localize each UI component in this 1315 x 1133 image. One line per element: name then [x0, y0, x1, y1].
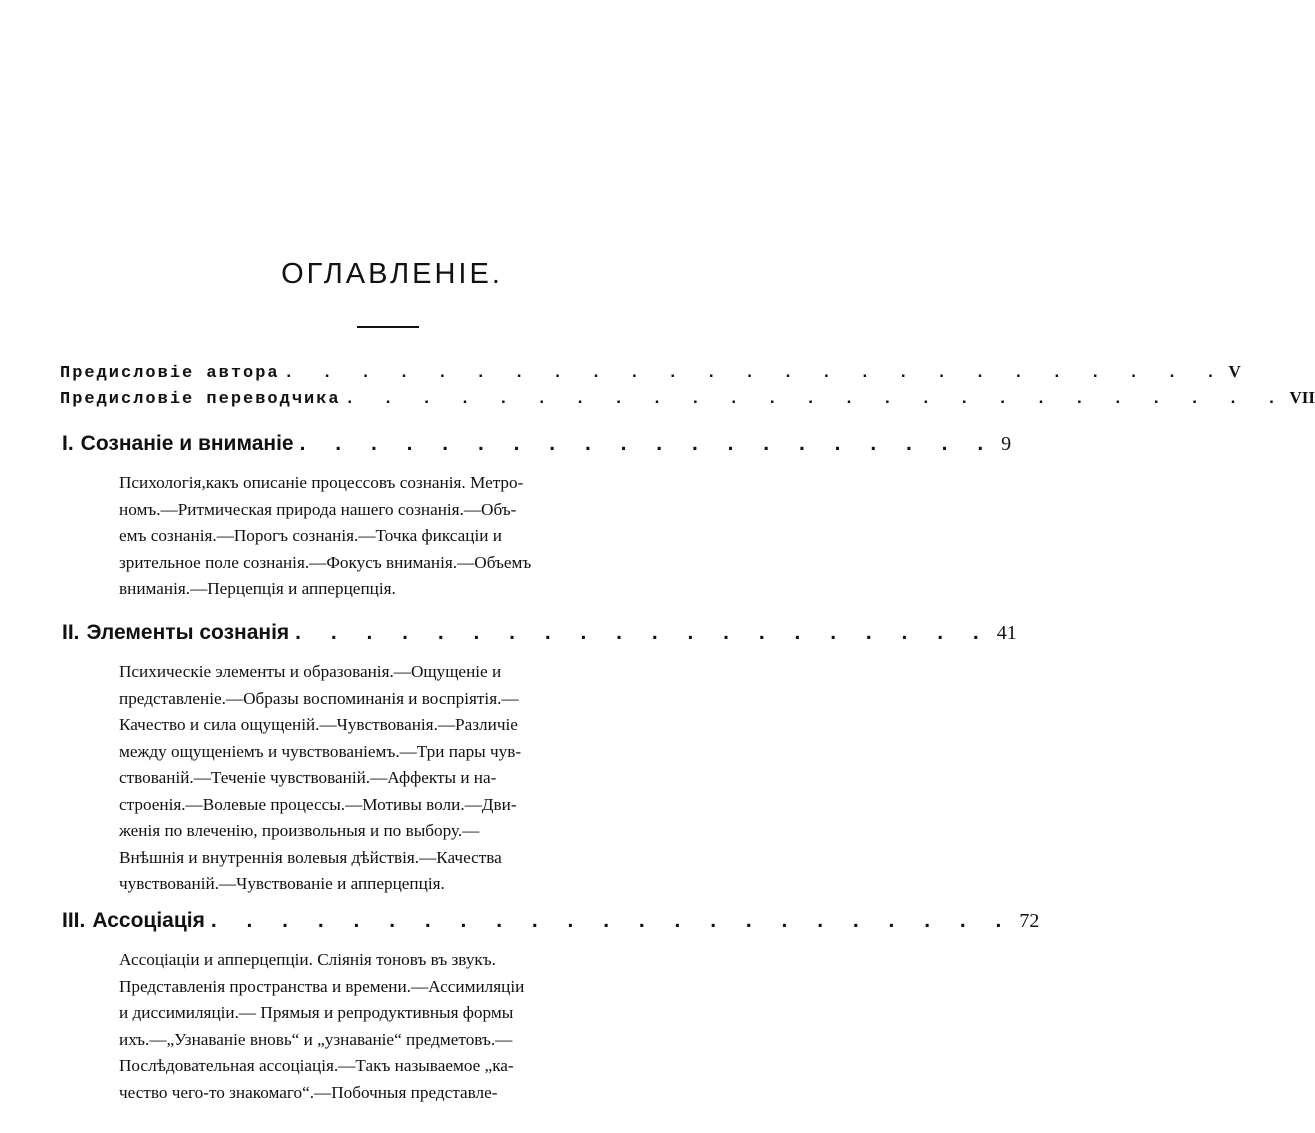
summary-line: чество чего-то знакомаго“.—Побочныя представле-: [119, 1082, 498, 1102]
summary-line: Послѣдовательная ассоціація.—Такъ называемое „ка-: [119, 1056, 514, 1075]
summary-line: Психическіе элементы и образованія.—Ощущеніе и: [119, 662, 502, 681]
page-number: 41: [996, 622, 1017, 644]
title-divider: [357, 326, 419, 328]
preface-label: Предисловіе автора: [60, 364, 280, 383]
dot-leader: . . . . . . . . . . . . . . . . . . . . . . . . .: [283, 364, 1225, 383]
summary-line: представленіе.—Образы воспоминанія и воспріятія.—: [119, 688, 519, 708]
summary-line: и диссимиляціи.— Прямыя и репродуктивныя формы: [119, 1003, 514, 1022]
chapter-summary-2: [119, 659, 665, 898]
chapter-heading-3: [62, 909, 1040, 933]
chapter-summary-1: [119, 470, 665, 603]
chapter-heading-2: [62, 621, 1017, 645]
chapter-number: II.: [62, 621, 80, 644]
summary-line: женія по влеченію, произвольныя и по выбору.—: [119, 821, 480, 840]
dot-leader: . . . . . . . . . . . . . . . . . . . .: [299, 432, 996, 455]
chapter-title: Элементы сознанія: [86, 621, 290, 644]
dot-leader: . . . . . . . . . . . . . . . . . . . . . . . . .: [344, 390, 1286, 409]
summary-line: между ощущеніемъ и чувствованіемъ.—Три пары чув-: [119, 741, 522, 761]
chapter-title: Ассоціація: [92, 909, 205, 932]
summary-line: Ассоціаціи и апперцепціи. Сліянія тоновъ въ звукъ.: [119, 950, 496, 969]
preface-row-translator: [60, 388, 1315, 414]
summary-line: Внѣшнія и внутреннія волевыя дѣйствія.—Качества: [119, 847, 502, 867]
page-number: VII: [1289, 388, 1315, 407]
summary-line: чувствованій.—Чувствованіе и апперцепція.: [119, 874, 445, 893]
summary-line: Качество и сила ощущеній.—Чувствованія.—Различіе: [119, 715, 518, 734]
page-number: 72: [1019, 910, 1040, 932]
preface-row-author: [60, 362, 1241, 388]
summary-line: вниманія.—Перцепція и апперцепція.: [119, 579, 396, 598]
preface-label: Предисловіе переводчика: [60, 390, 341, 409]
summary-line: зрительное поле сознанія.—Фокусъ вниманія.—Объемъ: [119, 552, 532, 572]
page-number: 9: [1001, 433, 1012, 455]
summary-line: ихъ.—„Узнаваніе вновь“ и „узнаваніе“ предметовъ.—: [119, 1029, 513, 1049]
chapter-title: Сознаніе и вниманіе: [80, 432, 294, 455]
summary-line: номъ.—Ритмическая природа нашего сознанія.—Объ-: [119, 499, 517, 519]
chapter-number: III.: [62, 909, 86, 932]
chapter-summary-3: [119, 947, 665, 1106]
summary-line: ствованій.—Теченіе чувствованій.—Аффекты и на-: [119, 768, 497, 787]
summary-line: Представленія пространства и времени.—Ассимиляціи: [119, 976, 525, 996]
summary-line: Психологія,какъ описаніе процессовъ сознанія. Метро-: [119, 473, 524, 492]
page-number: V: [1228, 362, 1241, 381]
dot-leader: . . . . . . . . . . . . . . . . . . . . . . .: [210, 909, 1014, 932]
summary-line: емъ сознанія.—Порогъ сознанія.—Точка фиксаціи и: [119, 526, 502, 545]
summary-line: строенія.—Волевые процессы.—Мотивы воли.—Дви-: [119, 794, 517, 814]
dot-leader: . . . . . . . . . . . . . . . . . . . .: [295, 621, 991, 644]
page-title: ОГЛАВЛЕНІЕ.: [281, 258, 503, 290]
chapter-number: I.: [62, 432, 74, 455]
chapter-heading-1: [62, 432, 1012, 456]
